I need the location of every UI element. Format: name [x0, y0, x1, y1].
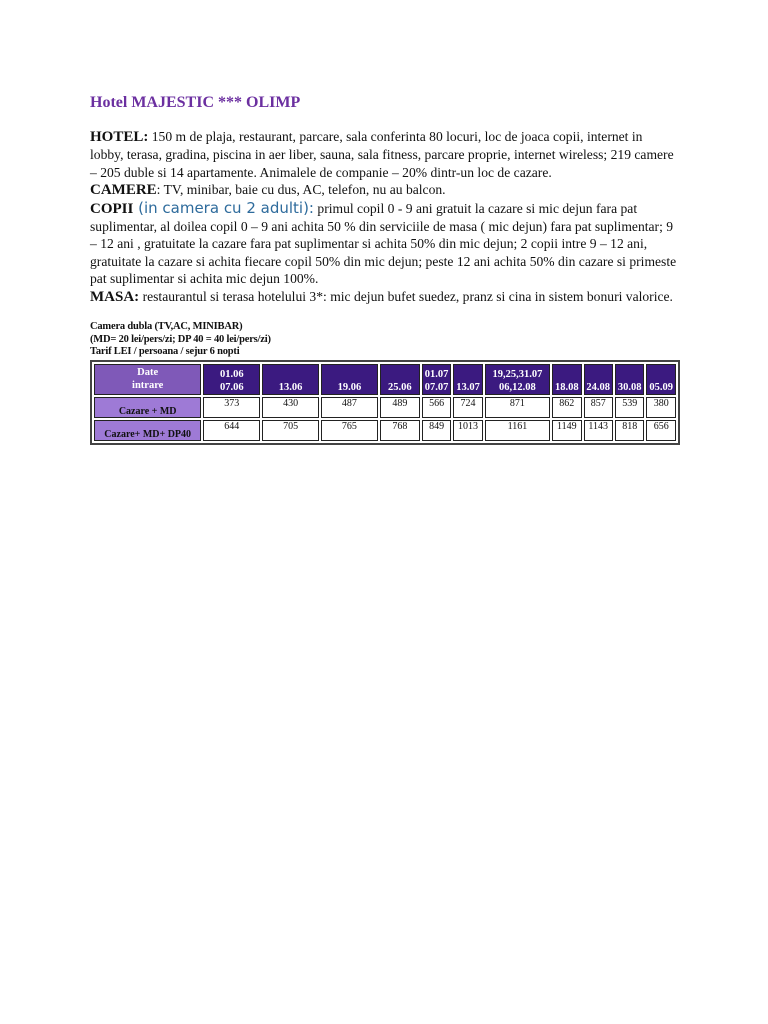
price-cell: 705: [262, 420, 319, 441]
masa-paragraph: [90, 288, 678, 306]
price-cell: 871: [485, 397, 550, 418]
copii-text: primul copil 0 - 9 ani gratuit la cazare si mic dejun fara pat suplimentar, al doilea copil 0 – 9 ani achita 50 % din serviciile de masa ( mic dejun) fara pat suplimentar; 9 – 12 ani , gratuitate la cazare fara pat suplimentar si achita 50% din mic dejun; 2 copii intre 9 – 12 ani, gratuitate la cazare si achita fiecare copil 50% din mic dejun; peste 12 ani achita 50% din cazare si primeste pat suplimentar si achita mic dejun 100%.: [90, 200, 677, 287]
hotel-title: Hotel MAJESTIC *** OLIMP: [90, 94, 301, 111]
price-cell: 1161: [485, 420, 550, 441]
header-date-line: 24.08: [586, 381, 611, 393]
price-cell: 862: [552, 397, 581, 418]
row-label: Cazare+ MD+ DP40: [94, 420, 201, 441]
header-date-column: [321, 364, 378, 395]
header-date-line: 18.08: [554, 381, 579, 393]
header-date-column: [380, 364, 420, 395]
header-date-line: 01.06: [219, 368, 244, 380]
price-cell: 818: [615, 420, 644, 441]
header-date-line: [263, 368, 318, 381]
header-date-column: [262, 364, 319, 395]
price-cell: 656: [646, 420, 676, 441]
header-date-line: 19,25,31.07: [492, 368, 543, 380]
price-cell: 1143: [584, 420, 613, 441]
header-date-line: 25.06: [388, 381, 412, 393]
caption-tariff-note: Tarif LEI / persoana / sejur 6 nopti: [90, 346, 240, 358]
header-date-line: 06,12.08: [499, 381, 536, 393]
header-date-line: 13.07: [456, 381, 480, 393]
header-date-line: 01.07: [424, 368, 449, 380]
document-page: [90, 92, 678, 445]
copii-highlight: (in camera cu 2 adulti):: [133, 198, 314, 217]
price-cell: 768: [380, 420, 420, 441]
header-date-line: 07.06: [219, 381, 244, 393]
price-cell: 765: [321, 420, 378, 441]
header-date-line: 30.08: [617, 381, 642, 393]
table-header-row: [94, 364, 676, 395]
header-date-column: [615, 364, 644, 395]
header-date-line: [616, 368, 643, 381]
masa-text: restaurantul si terasa hotelului 3*: mic dejun bufet suedez, pranz si cina in sistem bonuri valorice.: [139, 288, 673, 304]
masa-label: MASA:: [90, 288, 140, 305]
header-date-line: 05.09: [649, 381, 674, 393]
table-row: [94, 420, 676, 441]
caption-meal-prices: (MD= 20 lei/pers/zi; DP 40 = 40 lei/pers/zi): [90, 333, 271, 345]
caption-room-type: Camera dubla (TV,AC, MINIBAR): [90, 321, 243, 333]
camere-label: CAMERE: [90, 182, 157, 199]
header-date-line: [454, 368, 481, 381]
header-date-line: [585, 368, 612, 381]
price-cell: 566: [422, 397, 451, 418]
row-label: Cazare + MD: [94, 397, 201, 418]
header-date-intrare: [94, 364, 201, 395]
header-date-line: 13.06: [278, 381, 303, 393]
price-cell: 644: [203, 420, 260, 441]
header-corner-line: Date: [137, 367, 159, 379]
price-cell: 487: [321, 397, 378, 418]
header-date-line: 07.07: [424, 381, 449, 393]
price-cell: 857: [584, 397, 613, 418]
header-corner-line: intrare: [132, 380, 164, 392]
header-date-column: [584, 364, 613, 395]
price-cell: 849: [422, 420, 451, 441]
header-date-line: [322, 368, 377, 381]
header-date-column: [485, 364, 550, 395]
rates-table-wrapper: [90, 360, 678, 445]
price-cell: 489: [380, 397, 420, 418]
hotel-paragraph: [90, 128, 678, 181]
copii-label: COPII: [90, 200, 134, 217]
header-date-column: [203, 364, 260, 395]
price-cell: 1013: [453, 420, 482, 441]
header-date-column: [422, 364, 451, 395]
price-cell: 1149: [552, 420, 581, 441]
table-row: [94, 397, 676, 418]
rates-table: [90, 360, 680, 445]
price-cell: 539: [615, 397, 644, 418]
header-date-column: [552, 364, 581, 395]
header-date-line: [553, 368, 580, 381]
hotel-label: HOTEL:: [90, 129, 149, 145]
price-cell: 373: [203, 397, 260, 418]
header-date-column: [453, 364, 482, 395]
camere-paragraph: [90, 181, 678, 199]
header-date-line: [647, 368, 675, 381]
price-cell: 380: [646, 397, 676, 418]
table-caption: [90, 321, 678, 359]
camere-text: : TV, minibar, baie cu dus, AC, telefon, nu au balcon.: [156, 182, 446, 198]
header-date-column: [646, 364, 676, 395]
header-date-line: [381, 368, 419, 381]
hotel-text: 150 m de plaja, restaurant, parcare, sala conferinta 80 locuri, loc de joaca copii, internet in lobby, terasa, gradina, piscina in aer liber, sauna, sala fitness, parcare proprie, internet wireless; 219 camere – 205 duble si 14 apartamente. Animalele de companie – 20% dintr-un loc de cazare.: [90, 129, 674, 180]
header-date-line: 19.06: [337, 381, 362, 393]
price-cell: 724: [453, 397, 482, 418]
copii-paragraph: [90, 200, 678, 288]
price-cell: 430: [262, 397, 319, 418]
